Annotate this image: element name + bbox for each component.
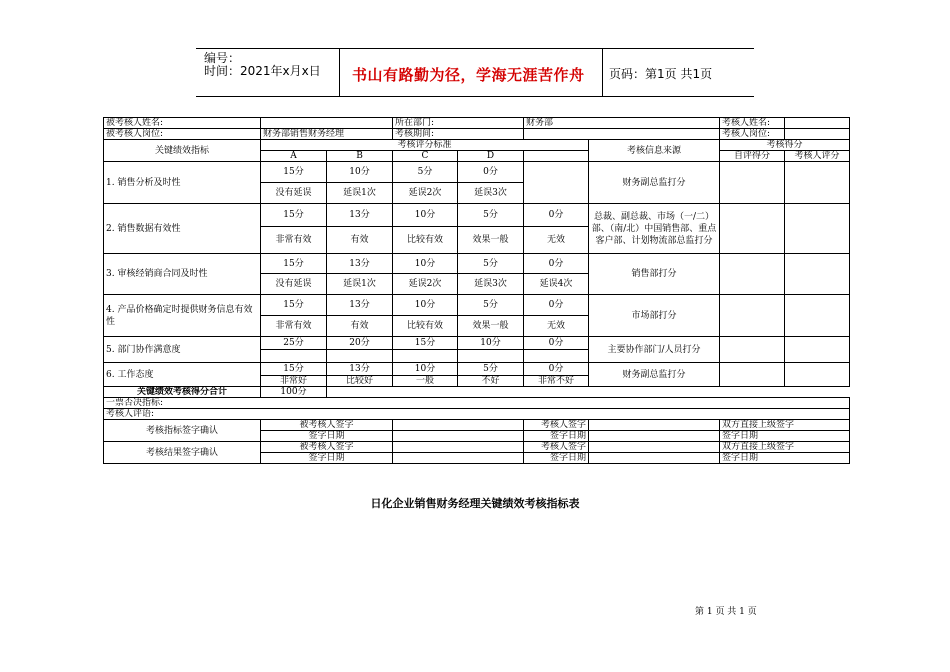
score-cell: 5分 [393, 162, 458, 183]
desc-cell: 非常好 [261, 376, 327, 387]
score-cell: 0分 [524, 254, 589, 274]
sign-date-field[interactable] [393, 453, 524, 464]
self-score-input[interactable] [720, 363, 785, 387]
header-divider-left [339, 48, 340, 97]
desc-cell: 一般 [393, 376, 458, 387]
assessee-sign-field[interactable] [393, 442, 524, 453]
desc-cell: 延误3次 [458, 183, 524, 204]
desc-cell: 非常不好 [524, 376, 589, 387]
grade-b-header: B [327, 151, 393, 162]
desc-cell: 非常有效 [261, 227, 327, 254]
score-cell: 13分 [327, 363, 393, 376]
comment-label[interactable]: 考核人评语: [104, 409, 850, 420]
number-label: 编号： [204, 51, 241, 65]
desc-cell: 延误3次 [458, 274, 524, 295]
source-cell: 销售部打分 [589, 254, 720, 295]
desc-cell [458, 350, 524, 363]
header-divider-right [602, 48, 603, 97]
assessor-sign-label: 考核人签字 [524, 442, 589, 453]
grade-a-header: A [261, 151, 327, 162]
desc-cell: 非常有效 [261, 316, 327, 337]
veto-row [104, 398, 850, 409]
kpi-row [104, 295, 850, 316]
score-cell: 15分 [261, 204, 327, 227]
assessor-sign-field[interactable] [589, 442, 720, 453]
kpi-row [104, 337, 850, 350]
score-cell: 0分 [524, 204, 589, 227]
desc-cell: 延误4次 [524, 274, 589, 295]
sign-date-field[interactable] [589, 431, 720, 442]
desc-cell: 效果一般 [458, 316, 524, 337]
total-blank [327, 387, 850, 398]
source-cell: 财务副总监打分 [589, 363, 720, 387]
assessor-score-input[interactable] [785, 162, 850, 204]
score-cell: 10分 [393, 295, 458, 316]
sign-date-label: 签字日期 [261, 453, 393, 464]
desc-cell: 有效 [327, 227, 393, 254]
score-cell: 10分 [393, 254, 458, 274]
sign-date-label: 签字日期 [720, 453, 850, 464]
self-score-input[interactable] [720, 337, 785, 363]
self-score-input[interactable] [720, 204, 785, 254]
kpi-row [104, 204, 850, 227]
standard-column-header: 考核评分标准 [261, 140, 589, 151]
info-row-2 [104, 129, 850, 140]
grade-d-header: D [458, 151, 524, 162]
desc-cell: 效果一般 [458, 227, 524, 254]
score-cell: 10分 [393, 204, 458, 227]
document-caption: 日化企业销售财务经理关键绩效考核指标表 [370, 497, 580, 510]
kpi-table [103, 117, 850, 464]
period-value[interactable] [524, 129, 720, 140]
score-cell: 0分 [524, 363, 589, 376]
desc-cell: 无效 [524, 316, 589, 337]
source-column-header: 考核信息来源 [589, 140, 720, 162]
self-score-header: 自评得分 [720, 151, 785, 162]
kpi-name: 3. 审核经销商合同及时性 [104, 254, 261, 295]
score-cell: 15分 [393, 337, 458, 350]
desc-cell: 延误1次 [327, 183, 393, 204]
desc-cell [524, 350, 589, 363]
assessee-post-value: 财务部销售财务经理 [261, 129, 393, 140]
assessee-sign-field[interactable] [393, 420, 524, 431]
kpi-name: 5. 部门协作满意度 [104, 337, 261, 363]
score-cell [524, 162, 589, 183]
assessee-sign-label: 被考核人签字 [261, 442, 393, 453]
score-cell: 0分 [524, 337, 589, 350]
self-score-input[interactable] [720, 162, 785, 204]
sign-date-label: 签字日期 [720, 431, 850, 442]
score-cell: 5分 [458, 254, 524, 274]
desc-cell: 不好 [458, 376, 524, 387]
total-row [104, 387, 850, 398]
motto: 书山有路勤为径，学海无涯苦作舟 [352, 66, 585, 84]
desc-cell: 比较好 [327, 376, 393, 387]
superior-sign-label: 双方直接上级签字 [720, 420, 850, 431]
self-score-input[interactable] [720, 254, 785, 295]
sign-date-label: 签字日期 [524, 453, 589, 464]
score-cell: 13分 [327, 295, 393, 316]
department-label: 所在部门: [393, 118, 524, 129]
sign-date-label: 签字日期 [261, 431, 393, 442]
sign-date-field[interactable] [589, 453, 720, 464]
desc-cell: 延误1次 [327, 274, 393, 295]
score-cell: 0分 [458, 162, 524, 183]
assessee-sign-label: 被考核人签字 [261, 420, 393, 431]
desc-cell: 延误2次 [393, 274, 458, 295]
score-cell: 15分 [261, 363, 327, 376]
assessor-name-label: 考核人姓名: [720, 118, 785, 129]
kpi-name: 4. 产品价格确定时提供财务信息有效性 [104, 295, 261, 337]
assessor-sign-label: 考核人签字 [524, 420, 589, 431]
score-cell: 5分 [458, 204, 524, 227]
column-header-row-1 [104, 140, 850, 151]
page-footer: 第 1 页 共 1 页 [695, 607, 757, 617]
score-cell: 15分 [261, 254, 327, 274]
desc-cell: 延误2次 [393, 183, 458, 204]
score-cell: 0分 [524, 295, 589, 316]
assessor-post-value[interactable] [785, 129, 850, 140]
kpi-row [104, 162, 850, 183]
score-cell: 25分 [261, 337, 327, 350]
result-confirm-label: 考核结果签字确认 [104, 442, 261, 464]
source-cell: 主要协作部门/人员打分 [589, 337, 720, 363]
kpi-name: 6. 工作态度 [104, 363, 261, 387]
score-cell: 13分 [327, 204, 393, 227]
score-cell: 5分 [458, 295, 524, 316]
source-cell: 市场部打分 [589, 295, 720, 337]
header-top-rule [196, 48, 754, 49]
desc-cell: 没有延误 [261, 274, 327, 295]
score-cell: 5分 [458, 363, 524, 376]
assessor-name-value[interactable] [785, 118, 850, 129]
sign-date-field[interactable] [393, 431, 524, 442]
score-cell: 10分 [458, 337, 524, 350]
header-bottom-rule [196, 96, 754, 97]
score-cell: 10分 [393, 363, 458, 376]
desc-cell: 有效 [327, 316, 393, 337]
desc-cell: 比较有效 [393, 316, 458, 337]
assessor-score-input[interactable] [785, 254, 850, 295]
department-value: 财务部 [524, 118, 720, 129]
kpi-row [104, 363, 850, 376]
score-cell: 13分 [327, 254, 393, 274]
total-value: 100分 [261, 387, 327, 398]
indicator-confirm-label: 考核指标签字确认 [104, 420, 261, 442]
self-score-input[interactable] [720, 295, 785, 337]
kpi-name: 2. 销售数据有效性 [104, 204, 261, 254]
assessor-post-label: 考核人岗位: [720, 129, 785, 140]
period-label: 考核期间: [393, 129, 524, 140]
desc-cell: 比较有效 [393, 227, 458, 254]
desc-cell: 没有延误 [261, 183, 327, 204]
assessor-score-header: 考核人评分 [785, 151, 850, 162]
comment-row [104, 409, 850, 420]
time-label: 时间：2021年x月x日 [204, 64, 321, 78]
score-cell: 20分 [327, 337, 393, 350]
assessor-score-input[interactable] [785, 295, 850, 337]
kpi-name: 1. 销售分析及时性 [104, 162, 261, 204]
kpi-row [104, 254, 850, 274]
sign-date-label: 签字日期 [524, 431, 589, 442]
assessor-sign-field[interactable] [589, 420, 720, 431]
sign-result-row [104, 442, 850, 453]
superior-sign-label: 双方直接上级签字 [720, 442, 850, 453]
source-cell: 财务副总监打分 [589, 162, 720, 204]
assessee-name-value[interactable] [261, 118, 393, 129]
veto-label[interactable]: 一票否决指标: [104, 398, 850, 409]
assessee-post-label: 被考核人岗位: [104, 129, 261, 140]
grade-c-header: C [393, 151, 458, 162]
score-column-header: 考核得分 [720, 140, 850, 151]
total-label: 关键绩效考核得分合计 [104, 387, 261, 398]
info-row-1 [104, 118, 850, 129]
kpi-column-header: 关键绩效指标 [104, 140, 261, 162]
assessee-name-label: 被考核人姓名: [104, 118, 261, 129]
desc-cell: 无效 [524, 227, 589, 254]
score-cell: 15分 [261, 162, 327, 183]
sign-indicator-row [104, 420, 850, 431]
desc-cell [524, 183, 589, 204]
page-label: 页码：第1页 共1页 [609, 67, 713, 81]
assessor-score-input[interactable] [785, 363, 850, 387]
score-cell: 15分 [261, 295, 327, 316]
source-cell: 总裁、副总裁、市场（一/二）部、（南/北）中国销售部、重点客户部、计划物流部总监打分 [589, 204, 720, 254]
desc-cell [327, 350, 393, 363]
assessor-score-input[interactable] [785, 204, 850, 254]
desc-cell [261, 350, 327, 363]
grade-e-header [524, 151, 589, 162]
desc-cell [393, 350, 458, 363]
assessor-score-input[interactable] [785, 337, 850, 363]
score-cell: 10分 [327, 162, 393, 183]
